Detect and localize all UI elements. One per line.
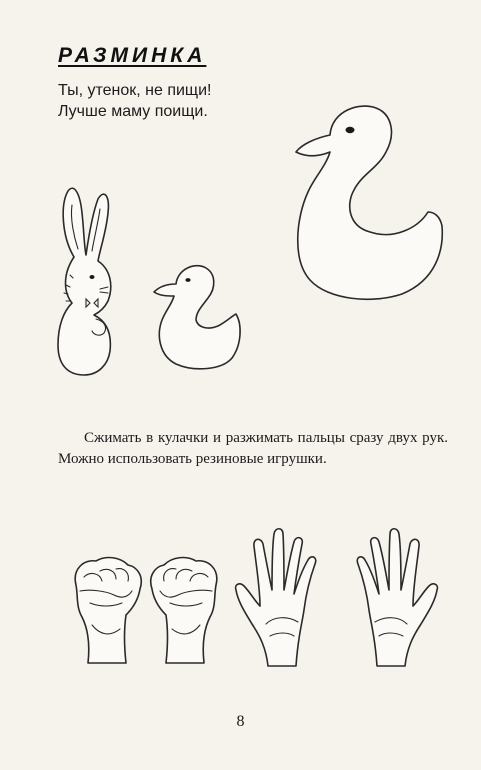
fist-icon — [146, 545, 226, 665]
rabbit-toy-icon — [52, 185, 130, 380]
open-palm-icon — [336, 528, 441, 668]
exercise-instruction: Сжимать в кулачки и разжимать пальцы сразу двух рук. Можно использовать резиновые игрушки. — [58, 430, 448, 467]
poem-line-2: Лучше маму поищи. — [58, 103, 208, 120]
section-heading: РАЗМИНКА — [58, 44, 207, 67]
duck-toy-icon — [290, 100, 450, 305]
open-palm-icon — [232, 528, 337, 668]
page-number: 8 — [236, 713, 245, 730]
poem — [58, 80, 211, 122]
poem-line-1: Ты, утенок, не пищи! — [58, 82, 212, 99]
fist-icon — [66, 545, 146, 665]
duckling-toy-icon — [152, 262, 244, 374]
